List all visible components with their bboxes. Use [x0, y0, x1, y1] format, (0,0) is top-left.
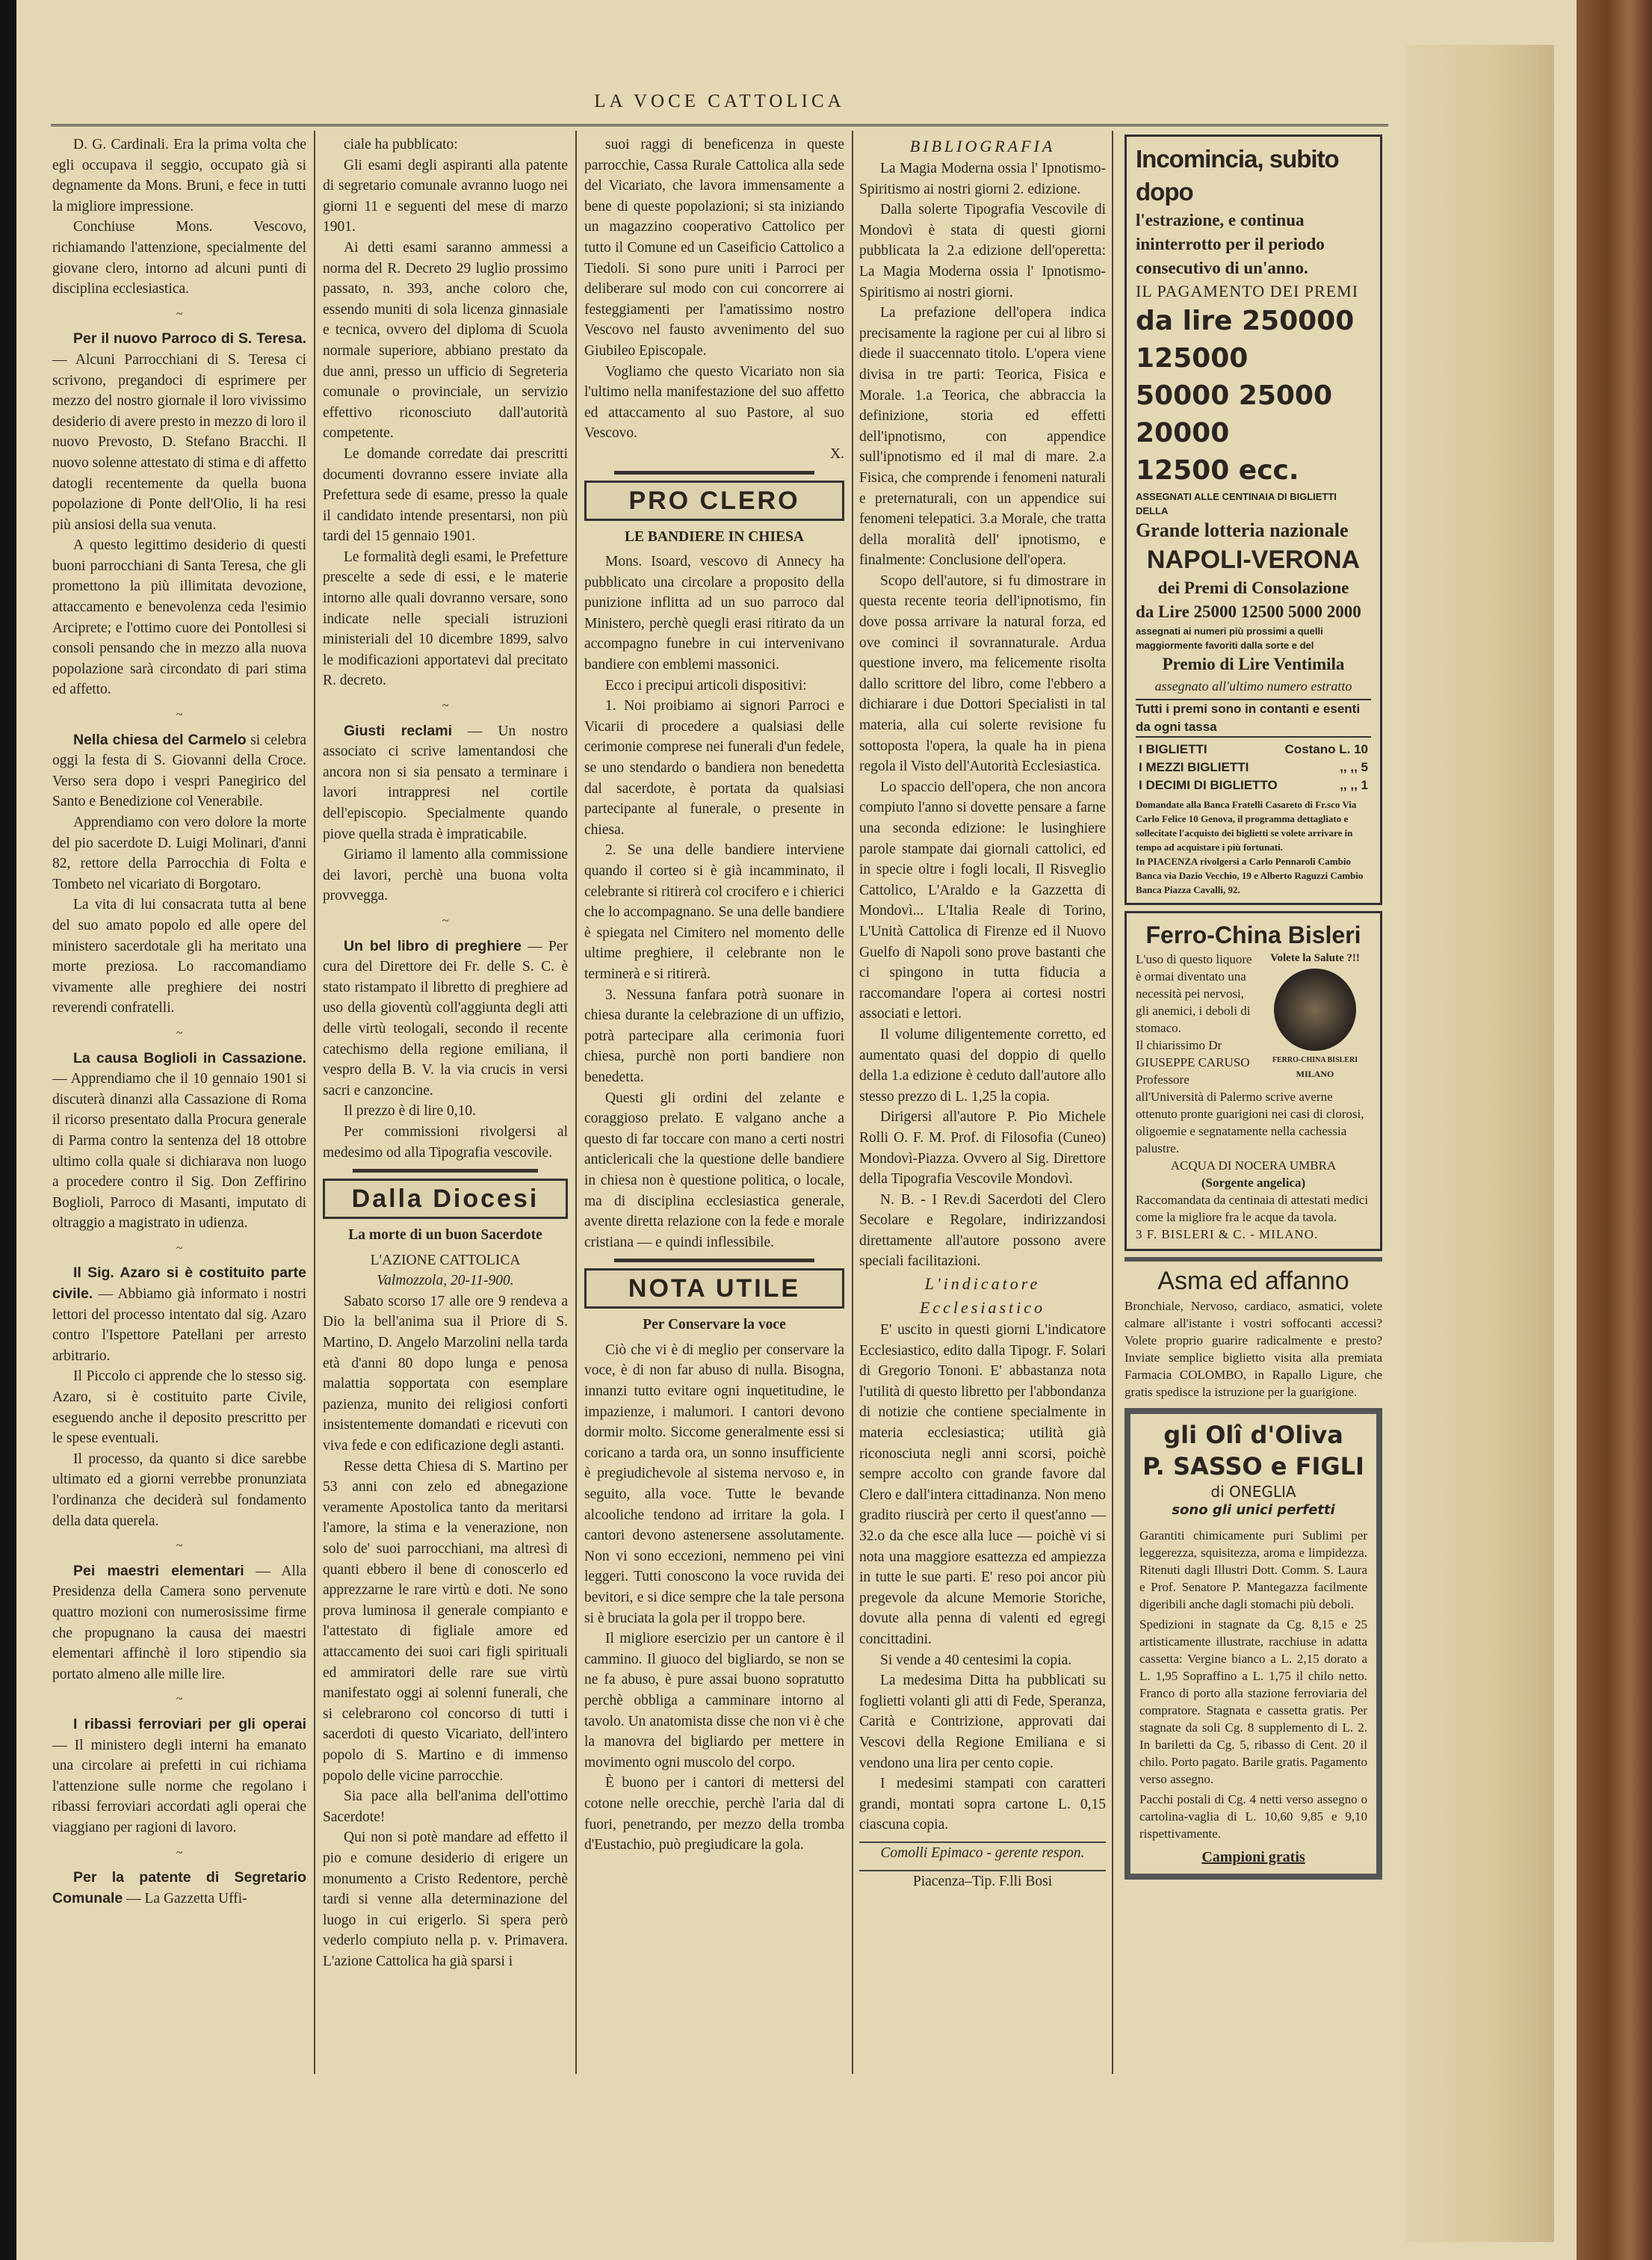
article-paragraph: Resse detta Chiesa di S. Martino per 53 anni con zelo ed abnegazione veramente Apostolica tanto da meritarsi l'amore, la stima e la venerazione, non solo de' suoi parrocchiani, ma altresì di quanti ebbero il bene di conoscerlo ed apprezzarne le rare virtù e doti. Ne sono prova luminosa il generale compianto e l'attestato di figliale amore ed attaccamento dei suoi cari figli spirituali ed ammiratori delle rare sue virtù manifestato oggi ai solenni funerali, che si celebrarono col concorso di tutti i sacerdoti di questo Vicariato, dell'intero popolo di S. Martino e di immenso popolo delle vicine parrocchie.	[323, 1458, 568, 1784]
divider	[353, 1169, 538, 1173]
article-paragraph	[52, 730, 306, 812]
ad-text: assegnato all'ultimo numero estratto	[1154, 679, 1352, 694]
section-subheading: La morte di un buon Sacerdote	[348, 1227, 542, 1244]
ticket-type: I MEZZI BIGLIETTI	[1139, 760, 1249, 774]
article-paragraph: N. B. - I Rev.di Sacerdoti del Clero Secolare e Regolare, indirizzandosi direttamente all'autore possono avere speciali facilitazioni.	[859, 1191, 1106, 1270]
ornament: ~	[442, 914, 449, 927]
ad-title: Ferro-China Bisleri	[1145, 921, 1361, 948]
section-subheading: LE BANDIERE IN CHIESA	[624, 528, 805, 545]
signature: X.	[830, 445, 844, 462]
ornament: ~	[176, 708, 183, 722]
ad-text: L'uso di questo liquore è ormai diventato una necessità pei nervosi, gli anemici, i deboli di stomaco.	[1136, 952, 1252, 1035]
column-rule	[575, 131, 577, 2074]
ad-text: ACQUA DI NOCERA UMBRA	[1170, 1158, 1337, 1173]
article-paragraph: E' uscito in questi giorni L'indicatore Ecclesiastico, edito dalla Tipogr. F. Solari di Gregorio Tononi. E' abbastanza nota l'utilità di questo libretto per l'abbondanza di notizie che contiene specialmente in materia ecclesiastica; utilità già riconosciuta negli anni scorsi, poichè sempre accolto con grande favore dal Clero e dall'intera cittadinanza. Non meno gradito riuscirà per certo il quest'anno — 32.o da che esce alla luce — poichè vi si nota una maggiore esattezza ed ampiezza in tutte le sue parti. E' reso poi ancor più pregevole da alcune Memorie Storiche, dovute alla penna di valenti ed egregi concittadini.	[859, 1322, 1106, 1647]
article-paragraph: Il migliore esercizio per un cantore è il cammino. Il giuoco del bigliardo, se non se ne fa abuso, è pure assai buono sopratutto perchè obbliga a camminare intorno al tavolo. Un anatomista disse che non vi è che la manovra del bigliardo per mettere in movimento ogni muscolo del corpo.	[584, 1631, 844, 1770]
column-2	[323, 135, 568, 1972]
ad-text: MILANO	[1296, 1069, 1334, 1079]
bisleri-lion-emblem	[1259, 951, 1371, 1081]
article-heading: Pei maestri elementari	[73, 1562, 244, 1579]
article-paragraph: A questo legittimo desiderio di questi buoni parrocchiani di Santa Teresa, che gli promettono la più illimitata devozione, attaccamento e benevolenza ceda l'esimio Arciprete; e l'ottimo cuore dei Pontollesi si consoli pensando che in mezzo alla nuova popolazione sarà circondato di pari stima ed affetto.	[52, 537, 306, 698]
ticket-type: I BIGLIETTI	[1139, 742, 1207, 756]
article-paragraph: Ciò che vi è di meglio per conservare la voce, è di non far abuso di nulla. Bisogna, innanzi tutto evitare ogni inquetitudine, le impazienze, i malumori. I cantori devono dormir molto. Siccome generalmente essi si coricano a tarda ora, un sonno insufficiente è pregiudichevole al sistema nervoso e, in seguito, alla voce. Tutte le bevande alcooliche tendono ad irritare la gola. I cantori devono astenersene assolutamente. Non vi sono eccezioni, nemmeno pei vini leggeri. Tutti conoscono la voce ruvida dei bevitori, e si dice sempre che la tale persona si è bruciata la gola per il troppo bere.	[584, 1342, 844, 1626]
article-text: — Per cura del Direttore dei Fr. delle S. C. è stato ristampato il libretto di preghiere ad uso della gioventù coll'aggiunta degli atti delle virtù teologali, secondo il recente catechismo della regione emiliana, il vespro della B. V. la via crucis in versi sacri e canzoncine.	[323, 938, 569, 1099]
ticket-price: ,, ,, 1	[1340, 778, 1368, 792]
olive-oil-logo: gli Olî d'Oliva	[1163, 1421, 1343, 1449]
ornament: ~	[176, 307, 183, 321]
article-paragraph: Vogliamo che questo Vicariato non sia l'ultimo nella manifestazione del suo affetto ed attaccamento al suo Pastore, al suo Vescovo.	[584, 363, 844, 442]
article-paragraph: I medesimi stampati con caratteri grandi, montati sopra cartone L. 0,15 ciascuna copia.	[859, 1776, 1106, 1833]
article-paragraph: Mons. Isoard, vescovo di Annecy ha pubblicato una circolare a proposito della punizione inflitta ad un suo parroco dal Ministero, perchè quegli erasi ritirato da un accompagno funebre in cui intervenivano bandiere con emblemi massonici.	[584, 554, 844, 673]
article-text: — Alla Presidenza della Camera sono pervenute quattro mozioni con numerosissime firme che propugnano la causa dei maestri elementari affinchè il loro stipendio sia portato almeno alle mille lire.	[52, 1563, 307, 1682]
bottle-label: FERRO-CHINA BISLERI	[1272, 1056, 1358, 1064]
article-paragraph: Sia pace alla bell'anima dell'ottimo Sacerdote!	[323, 1788, 568, 1825]
ad-text: Tutti i premi sono in contanti e esenti da ogni tassa	[1136, 699, 1371, 738]
article-heading: La causa Boglioli in Cassazione.	[73, 1049, 306, 1066]
ad-text: Bronchiale, Nervoso, cardiaco, asmatici, volete calmare all'istante i vostri soffocanti accessi? Volete proprio guarire radicalmente e presto? Inviate semplice biglietto visita alla premiata Farmacia COLOMBO, in Rapallo Ligure, che gratis spedisce la istruzione per la guarigione.	[1124, 1299, 1382, 1399]
masthead: LA VOCE CATTOLICA	[51, 91, 1388, 126]
source-line: L'AZIONE CATTOLICA	[370, 1252, 521, 1268]
page-edge	[1405, 45, 1554, 2242]
article-paragraph: Il volume diligentemente corretto, ed aumentato quasi del doppio di quello della 1.a edizione è ceduto dall'autore allo stesso prezzo di L. 1,25 la copia.	[859, 1026, 1106, 1105]
article-paragraph	[323, 936, 568, 1102]
ad-text: Grande lotteria nazionale	[1136, 519, 1349, 541]
section-heading: BIBLIOGRAFIA	[909, 137, 1056, 155]
book-binding	[1577, 0, 1652, 2260]
article-heading: Per il nuovo Parroco di S. Teresa.	[73, 330, 306, 348]
article-heading: Nella chiesa del Carmelo	[73, 731, 247, 748]
article-paragraph: Ai detti esami saranno ammessi a norma del R. Decreto 29 luglio prossimo passato, n. 393, anche coloro che, essendo muniti di sola licenza ginnasiale e tecnica, ovvero del diploma di Scuola normale superiore, abbiano prestato da due anni, presso un ufficio di Segreteria comunale o provinciale, un servizio effettivo riconosciuto dall'autorità competente.	[323, 239, 568, 442]
article-paragraph: Il processo, da quanto si dice sarebbe ultimato ed a giorni verrebbe pronunziata l'ordinanza che deciderà sul fondamento della data querela.	[52, 1451, 306, 1529]
article-paragraph: D. G. Cardinali. Era la prima volta che egli occupava il seggio, occupato già si degnamente da Mons. Bruni, e fece in tutti la migliore impressione.	[52, 137, 306, 214]
column-3	[584, 135, 844, 1856]
article-paragraph: Giriamo il lamento alla commissione dei lavori, perchè una buona volta provvegga.	[323, 847, 568, 904]
article-text: — Alcuni Parrocchiani di S. Teresa ci scrivono, pregandoci di esprimere per mezzo del nostro giornale il loro vivissimo desiderio di avere presto in mezzo di loro il nuovo Prevosto, D. Stefano Bracchi. Il nuovo solenne attestato di stima e di affetto datogli recentemente da quella buona popolazione di Ponte dell'Olio, li ha resi più ansiosi della sua venuta.	[52, 351, 306, 533]
price-row	[1136, 759, 1371, 777]
olive-oil-logo: P. SASSO e FIGLI	[1142, 1451, 1364, 1481]
olive-oil-logo: sono gli unici perfetti	[1172, 1502, 1335, 1519]
article-text: — Abbiamo già informato i nostri lettori del processo intentato dal sig. Azaro contro l'Ispettore Patellani per arresto arbitrario.	[52, 1286, 306, 1364]
ad-text: Campioni gratis	[1201, 1848, 1305, 1865]
article-paragraph: La medesima Ditta ha pubblicati su foglietti volanti gli atti di Fede, Speranza, Carità e Contrizione, approvati dai Vescovi della Regione Emiliana e si vendono una lira per cento copie.	[859, 1673, 1106, 1771]
ticket-price-table	[1136, 741, 1371, 794]
section-heading: Dalla Diocesi	[323, 1179, 568, 1219]
ad-text: da Lire 25000 12500 5000 2000	[1136, 602, 1361, 621]
section-subheading: Per Conservare la voce	[643, 1317, 786, 1333]
article-paragraph	[52, 1714, 306, 1838]
dateline: Valmozzola, 20-11-900.	[377, 1273, 514, 1289]
divider	[614, 471, 814, 475]
ad-text: assegnati ai numeri più prossimi a quelli maggiormente favoriti dalla sorte e del	[1136, 626, 1323, 651]
lottery-ad	[1124, 135, 1382, 905]
article-paragraph: Apprendiamo con vero dolore la morte del pio sacerdote D. Luigi Molinari, d'anni 82, rettore della Parrocchia di Folta e Tombeto nel vicariato di Borgotaro.	[52, 815, 306, 892]
divider	[614, 1259, 814, 1262]
article-paragraph	[52, 1049, 306, 1234]
article-paragraph	[52, 1263, 306, 1366]
article-paragraph: Si vende a 40 centesimi la copia.	[880, 1652, 1072, 1668]
price-row	[1136, 741, 1371, 759]
article-paragraph: Il Piccolo ci apprende che lo stesso sig. Azaro, si è costituito parte Civile, eseguendo anche il deposito prescritto per le spese eventuali.	[52, 1368, 306, 1447]
article-text: — Il ministero degli interni ha emanato una circolare ai prefetti in cui richiama l'attenzione sulle norme che regolano i ribassi ferroviari accordati agli operai che viaggiano per ragioni di lavoro.	[52, 1737, 306, 1836]
article-paragraph: suoi raggi di beneficenza in queste parrocchie, Cassa Rurale Cattolica alla sede del Vicariato, che lavora immensamente a bene di queste popolazioni; si sta iniziando un magazzino cooperativo Cattolico per tutto il Comune ed un Caseificio Cattolico a Tiedoli. Si sono pure uniti i Parroci per deliberare sul modo con cui concorrere ai festeggiamenti per l'amatissimo nostro Vescovo nel fausto avvenimento del suo Giubileo Episcopale.	[584, 137, 844, 359]
article-paragraph: 2. Se una delle bandiere interviene quando il corteo si è già incamminato, il celebrante si ritirerà col crocifero e i chierici che lo accompagnano. Se una delle bandiere è spiegata nel Cimitero nel momento delle ultime preghiere, il celebrante non le terminerà e si ritirerà.	[584, 842, 844, 982]
ad-text: dei Premi di Consolazione	[1157, 578, 1349, 597]
ad-prize-amounts: 50000 25000 20000	[1136, 380, 1333, 448]
column-1	[52, 135, 306, 1909]
ad-text: IL PAGAMENTO DEI PREMI	[1136, 282, 1359, 300]
article-paragraph: Gli esami degli aspiranti alla patente di segretario comunale avranno luogo nei giorni 11 e seguenti del mese di marzo 1901.	[323, 157, 568, 235]
column-rule	[1112, 131, 1113, 2074]
section-heading: PRO CLERO	[584, 481, 844, 521]
ornament: ~	[176, 1026, 183, 1040]
ad-prize-amounts: da lire 250000 125000	[1136, 306, 1355, 374]
ad-title: Incomincia, subito dopo	[1136, 145, 1339, 206]
article-paragraph: ciale ha pubblicato:	[344, 137, 458, 152]
article-paragraph: Le domande corredate dai prescritti documenti dovranno essere inviate alla Prefettura sede di esame, presso la quale il candidato intende presentarsi, non più tardi del 15 gennaio 1901.	[323, 445, 568, 545]
article-paragraph: La prefazione dell'opera indica precisamente la ragione per cui al libro si diede il suaccennato titolo. L'opera viene divisa in tre parti: Teorica, Fisica e Morale. 1.a Teorica, che abbraccia la definizione, storia ed effetti dell'ipnotismo, con appendice sull'ipnotismo ed il mal di mare. 2.a Fisica, che comprende i fenomeni naturali e preternaturali, con un appendice sui fenomeni telepatici. 3.a Morale, che tratta della moralità dell' ipnotismo, e finalmente: Conclusione dell'opera.	[859, 305, 1106, 569]
ticket-type: I DECIMI DI BIGLIETTO	[1139, 778, 1278, 792]
article-paragraph: Sabato scorso 17 alle ore 9 rendeva a Dio la bell'anima sua il Priore di S. Martino, D. Angelo Marzolini nella tarda età d'anni 80 dopo lunga e penosa malattia sopportata con esemplare pazienza, munito dei religiosi conforti insistentemente domandati e ricevuti con viva fede e con edificazione degli astanti.	[323, 1293, 568, 1454]
article-paragraph: Scopo dell'autore, si fu dimostrare in questa recente teoria dell'ipnotismo, fin dove possa arrivare la natural forza, ed ove cominci il sovrannaturale. Ardua questione invero, ma felicemente risolta dallo scrittore del libro, come l'ebbero a dichiarare i due Dottori Specialisti in tal materia, alla cui solerte revisione fu sottoposta l'opera, la quale ha in piena regola il Visto dell'Autorità Ecclesiastica.	[859, 572, 1106, 775]
section-heading: NOTA UTILE	[584, 1268, 844, 1309]
ad-text: Premio di Lire Ventimila	[1162, 655, 1345, 673]
article-heading: Per la patente di Segretario Comunale	[52, 1869, 306, 1907]
ad-text: Garantiti chimicamente puri Sublimi per leggerezza, squisitezza, aroma e limpidezza. Ritenuti dagli Illustri Dott. Comm. S. Laura e Prof. Senatore P. Mantegazza facilmente digeribili anche dagli stomachi più deboli.	[1139, 1528, 1367, 1611]
article-paragraph	[323, 721, 568, 845]
ad-text: Il chiarissimo Dr GIUSEPPE CARUSO Professore all'Università di Palermo scrive averne ottenuto pronte guarigioni nei casi di clorosi, oligoemie e segnatamente nella cachessia palustre.	[1136, 1038, 1364, 1155]
column-rule	[852, 131, 853, 2074]
ticket-price: ,, ,, 5	[1340, 760, 1368, 774]
article-text: — Apprendiamo che il 10 gennaio 1901 si discuterà dinanzi alla Cassazione di Roma il ricorso presentato dalla Procura generale di Parma contro la sentenza del 18 ottobre ultimo colla quale si dichiarava non luogo a procedere contro il Sig. Don Zeffirino Boglioli, Parroco di Masanti, imputato di oltraggio a magistrato in udienza.	[52, 1071, 306, 1232]
lion-head-icon	[1274, 969, 1356, 1051]
article-paragraph: Questi gli ordini del zelante e coraggioso prelato. E valgano anche a questo di far toccare con mano a certi nostri anticlericali che la questione delle bandiere in chiesa non è questione politica, o locale, ma di disciplina ecclesiastica generale, avente diretta relazione con la fede e morale cristiana — e quindi inflessibile.	[584, 1090, 844, 1250]
ad-lottery-name: NAPOLI-VERONA	[1146, 546, 1361, 574]
ornament: ~	[176, 1241, 183, 1255]
ad-text: 3 F. BISLERI & C. - MILANO.	[1136, 1227, 1319, 1241]
asma-ad	[1124, 1257, 1382, 1401]
ad-text: ASSEGNATI ALLE CENTINAIA DI BIGLIETTI DELLA	[1136, 491, 1337, 516]
article-paragraph: Conchiuse Mons. Vescovo, richiamando l'attenzione, specialmente del giovane clero, intorno ad alcuni punti di disciplina ecclesiastica.	[52, 219, 306, 297]
ticket-price: Costano L. 10	[1284, 742, 1368, 756]
scan-border	[0, 0, 16, 2260]
ad-text: In PIACENZA rivolgersi a Carlo Pennaroli Cambio Banca via Dazio Vecchio, 19 e Alberto Raguzzi Cambio Banca Piazza Cavalli, 92.	[1136, 856, 1364, 895]
ornament: ~	[176, 1693, 183, 1706]
article-paragraph: 3. Nessuna fanfara potrà suonare in chiesa durante la celebrazione di un uffizio, potrà partecipare alla cerimonia fuori chiesa, purchè non porti bandiere non benedetta.	[584, 987, 844, 1085]
ad-text: Domandate alla Banca Fratelli Casareto di Fr.sco Via Carlo Felice 10 Genova, il programma dettagliato e sollecitate l'acquisto dei biglietti se volete arrivare in tempo ad acquistare i più fortunati.	[1136, 799, 1357, 853]
article-paragraph: Ecco i precipui articoli dispositivi:	[605, 677, 807, 694]
article-paragraph: Dalla solerte Tipografia Vescovile di Mondovì è stata di questi giorni pubblicata la 2.a edizione dell'operetta: La Magia Moderna ossia l' Ipnotismo-Spiritismo ai nostri giorni.	[859, 202, 1106, 300]
olive-oil-logo: di ONEGLIA	[1210, 1483, 1296, 1501]
article-paragraph: 1. Noi proibiamo ai signori Parroci e Vicarii di procedere a qualsiasi delle cerimonie comprese nei funerali d'un fedele, se uno stendardo o bandiera non benedetta dal sacerdote, è portata da qualsiasi partecipante al funerale, o presente in chiesa.	[584, 698, 844, 838]
advertisements-column	[1124, 135, 1382, 1886]
olive-oil-ad	[1124, 1408, 1382, 1880]
article-text: — Un nostro associato ci scrive lamentandosi che ancora non si sia pensato a terminare i lavori intrappresi nel cortile dell'episcopio. Specialmente quando piove quella strada è impraticabile.	[323, 723, 568, 842]
ad-text: l'estrazione, e continua ininterrotto per il periodo consecutivo di un'anno.	[1136, 211, 1325, 277]
section-heading: L'indicatore Ecclesiastico	[919, 1274, 1046, 1318]
article-paragraph: Lo spaccio dell'opera, che non ancora compiuto l'anno si dovette pensare a farne una seconda edizione: le lusinghiere parole stampate dai giornali cattolici, ed in specie oltre i fogli locali, Il Risveglio Cattolico, L'Araldo e la Gazzetta di Mondovì... L'Italia Reale di Torino, L'Unità Cattolica di Firenze ed il Nuovo Guelfo di Napoli sono prove bastanti che ci spingono in tutta fiducia a raccomandare l'opera ai cortesi nostri associati e lettori.	[859, 779, 1106, 1022]
article-text: — La Gazzetta Uffi-	[126, 1890, 247, 1907]
ornament: ~	[176, 1846, 183, 1859]
article-heading: Il Sig. Azaro si è costituito parte civile.	[52, 1265, 306, 1303]
column-4	[859, 135, 1106, 1892]
column-rule	[314, 131, 315, 2074]
article-paragraph: La Magia Moderna ossia l' Ipnotismo-Spiritismo ai nostri giorni 2. edizione.	[859, 161, 1106, 197]
article-paragraph: Per commissioni rivolgersi al medesimo od alla Tipografia vescovile.	[323, 1123, 568, 1161]
article-paragraph: Qui non si potè mandare ad effetto il pio e comune desiderio di erigere un monumento a Cristo Redentore, perchè tardi si venne alla determinazione del luogo in cui erigerlo. Si spera però vederlo compiuto nella p. v. Primavera. L'azione Cattolica ha già sparsi i	[323, 1830, 568, 1969]
ad-text: (Sorgente angelica)	[1201, 1176, 1306, 1190]
article-text: si celebra oggi la festa di S. Giovanni della Croce. Verso sera dopo i vespri Panegirico del Santo e Benedizione col Venerabile.	[52, 732, 307, 810]
ad-text: Pacchi postali di Cg. 4 netti verso assegno o cartolina-vaglia di L. 10,60 9,85 e 9,10 rispettivamente.	[1139, 1791, 1367, 1841]
ad-title: Asma ed affanno	[1157, 1267, 1349, 1295]
article-paragraph: La vita di lui consacrata tutta al bene del suo amato popolo ed alle opere del ministero sacerdotale gli ha meritato una morte preziosa. Lo raccomandiamo vivamente alle preghiere dei nostri reverendi confratelli.	[52, 897, 306, 1016]
ornament: ~	[176, 1540, 183, 1553]
imprint: Comolli Epimaco - gerente respon.	[859, 1841, 1106, 1864]
bisleri-ad	[1124, 911, 1382, 1251]
imprint: Piacenza–Tip. F.lli Bosi	[859, 1870, 1106, 1892]
article-heading: I ribassi ferroviari per gli operai	[73, 1715, 306, 1732]
price-row	[1136, 777, 1371, 794]
ad-prize-amounts: 12500 ecc.	[1136, 455, 1299, 486]
article-paragraph	[52, 329, 306, 535]
ad-text: Raccomandata da centinaia di attestati medici come la migliore fra le acque da tavola.	[1136, 1193, 1369, 1224]
article-paragraph: Il prezzo è di lire 0,10.	[344, 1103, 477, 1120]
article-paragraph: Dirigersi all'autore P. Pio Michele Rolli O. F. M. Prof. di Filosofia (Cuneo) Mondovì-Piazza. Ovvero al Sig. Direttore della Tipografia Vescovile Mondovì.	[859, 1109, 1106, 1188]
ad-slogan: Volete la Salute ?!!	[1270, 952, 1360, 964]
article-heading: Giusti reclami	[344, 722, 453, 739]
article-paragraph: Le formalità degli esami, le Prefetture prescelte a sede di essi, e le materie intorno alle quali dovranno versare, sono indicate nelle speciali istruzioni ministeriali del 10 dicembre 1899, salvo le modificazioni apportatevi dal precitato R. decreto.	[323, 549, 568, 689]
ornament: ~	[442, 700, 449, 713]
article-paragraph	[52, 1868, 306, 1909]
article-paragraph	[52, 1561, 306, 1685]
ad-text: Spedizioni in stagnate da Cg. 8,15 e 25 artisticamente illustrate, racchiuse in adatta cassetta: Vergine bianco a L. 2,15 dorato a L. 1,95 Sopraffino a L. 1,75 il chilo netto. Franco di porto alla stazione ferroviaria del compratore. Stagnata e cassetta gratis. Per stagnate da soli Cg. 8 supplemento di L. 2. In bariletti da Cg. 5, ribasso di Cent. 20 il chilo. Porto pagato. Barile gratis. Pagamento verso assegno.	[1139, 1617, 1367, 1786]
article-heading: Un bel libro di preghiere	[344, 937, 522, 954]
article-paragraph: È buono per i cantori di mettersi del cotone nelle orecchie, perchè l'aria dal di fuori, penetrando, per mezzo della tromba d'Eustachio, può pregiudicare la gola.	[584, 1775, 844, 1853]
